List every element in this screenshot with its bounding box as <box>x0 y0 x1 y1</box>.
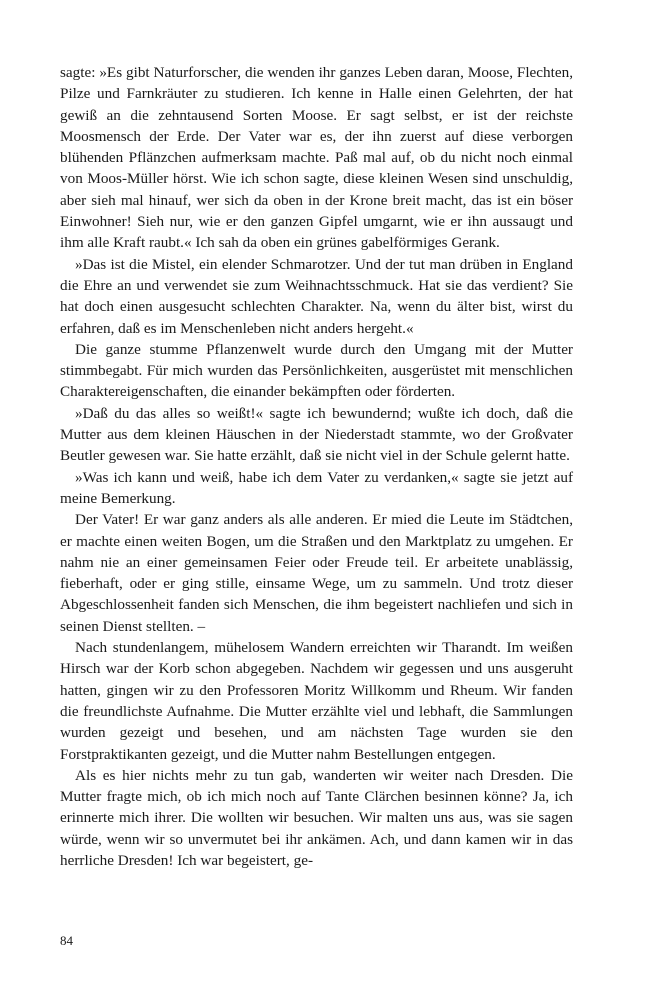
page-number: 84 <box>60 933 73 948</box>
paragraph: Nach stundenlangem, mühelosem Wandern erreichten wir Tharandt. Im weißen Hirsch war der Korb schon abgegeben. Nachdem wir gegessen und uns ausgeruht hatten, gingen wir zu den Professoren Moritz Willkomm und Rheum. Wir fanden die freundlichste Aufnahme. Die Mutter erzählte viel und lebhaft, die Sammlungen wurden gezeigt und besehen, und am nächsten Tage wurden sie den Forstpraktikanten gezeigt, und die Mutter nahm Bestellungen entgegen. <box>60 639 573 763</box>
paragraph: »Was ich kann und weiß, habe ich dem Vater zu verdanken,« sagte sie jetzt auf meine Bemerkung. <box>60 468 573 507</box>
paragraph: Der Vater! Er war ganz anders als alle anderen. Er mied die Leute im Städtchen, er machte einen weiten Bogen, um die Straßen und den Marktplatz zu umgehen. Er nahm nie an einer gemeinsamen Feier oder Freude teil. Er arbeitete unablässig, fieberhaft, oder er ging stille, einsame Wege, um zu sammeln. Und trotz dieser Abgeschlossenheit fanden sich Menschen, die ihm begeistert nachliefen und sich in seinen Dienst stellten. – <box>60 511 573 635</box>
body-text <box>60 62 573 871</box>
paragraph: Die ganze stumme Pflanzenwelt wurde durch den Umgang mit der Mutter stimmbegabt. Für mich wurden das Persönlichkeiten, ausgerüstet mit menschlichen Charaktereigenschaften, die einander bekämpften oder förderten. <box>60 340 573 401</box>
paragraph: Als es hier nichts mehr zu tun gab, wanderten wir weiter nach Dresden. Die Mutter fragte mich, ob ich mich noch auf Tante Clärchen besinnen könne? Ja, ich erinnerte mich ihrer. Die wollten wir besuchen. Wir malten uns aus, was sie sagen würde, wenn wir so unvermutet bei ihr ankämen. Ach, und dann kamen wir in das herrliche Dresden! Ich war begeistert, ge- <box>60 766 573 869</box>
paragraph: »Daß du das alles so weißt!« sagte ich bewundernd; wußte ich doch, daß die Mutter aus dem kleinen Häuschen in der Niederstadt stammte, wo der Großvater Beutler gewesen war. Sie hatte erzählt, daß sie nicht viel in der Schule gelernt hatte. <box>60 404 573 465</box>
paragraph: sagte: »Es gibt Naturforscher, die wenden ihr ganzes Leben daran, Moose, Flechten, Pilze und Farnkräuter zu studieren. Ich kenne in Halle einen Gelehrten, der hat gewiß an die zehntausend Sorten Moose. Er sagt selbst, er ist der reichste Moosmensch der Erde. Der Vater war es, der ihn zuerst auf diese verborgen blühenden Pflänzchen aufmerksam machte. Paß mal auf, ob du nicht noch einmal von Moos-Müller hörst. Wie ich schon sagte, diese kleinen Wesen sind unschuldig, aber sieh mal hinauf, wer sich da oben in der Krone breit macht, das ist ein böser Einwohner! Sieh nur, wie er den ganzen Gipfel umgarnt, wie er ihn aussaugt und ihm alle Kraft raubt.« Ich sah da oben ein grünes gabelförmiges Gerank. <box>60 64 573 252</box>
paragraph: »Das ist die Mistel, ein elender Schmarotzer. Und der tut man drüben in England die Ehre an und verwendet sie zum Weihnachtsschmuck. Hat sie das verdient? Sie hat doch einen ausgesucht schlechten Charakter. Na, wenn du älter bist, wirst du erfahren, daß es im Menschenleben nicht anders hergeht.« <box>60 255 573 337</box>
